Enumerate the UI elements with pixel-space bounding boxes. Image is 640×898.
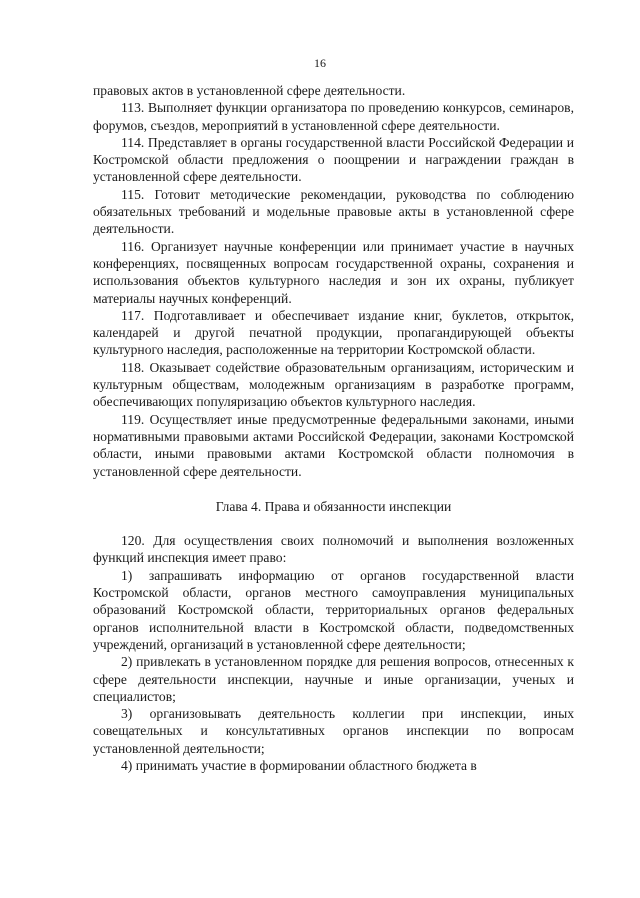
- paragraph-continuation: правовых актов в установленной сфере деятельности.: [93, 83, 406, 98]
- page-number: 16: [314, 56, 326, 70]
- paragraph-114: 114. Представляет в органы государственной власти Российской Федерации и Костромской области предложения о поощрении и награждении граждан в установленной сфере деятельности.: [93, 134, 574, 185]
- list-item-4: 4) принимать участие в формировании областного бюджета в: [121, 757, 477, 773]
- paragraph-117: 117. Подготавливает и обеспечивает издание книг, буклетов, открыток, календарей и другой печатной продукции, пропагандирующей объекты культурного наследия, расположенные на территории Костромской области.: [93, 307, 574, 358]
- paragraph-115: 115. Готовит методические рекомендации, руководства по соблюдению обязательных требований и модельные правовые акты в установленной сфере деятельности.: [93, 186, 574, 237]
- list-item-1: 1) запрашивать информацию от органов государственной власти Костромской области, органов местного самоуправления муниципальных образований Костромской области, территориальных органов федеральных органов исполнительной власти в Костромской области, подведомственных учреждений, организаций в установленной сфере деятельности;: [93, 567, 574, 652]
- list-item-2: 2) привлекать в установленном порядке для решения вопросов, отнесенных к сфере деятельности инспекции, научные и иные организации, ученых и специалистов;: [93, 654, 574, 704]
- chapter-heading: Глава 4. Права и обязанности инспекции: [215, 498, 452, 514]
- paragraph-120: 120. Для осуществления своих полномочий и выполнения возложенных функций инспекция имеет право:: [93, 533, 574, 566]
- document-body: [93, 82, 574, 774]
- paragraph-116: 116. Организует научные конференции или принимает участие в научных конференциях, посвященных вопросам государственной охраны, сохранения и использования объектов культурного наследия и зон их охраны, публикует материалы научных конференций.: [93, 238, 574, 306]
- paragraph-119: 119. Осуществляет иные предусмотренные федеральными законами, иными нормативными правовыми актами Российской Федерации, законами Костромской области, иными правовыми актами Костромской области полномочия в установленной сфере деятельности.: [93, 411, 574, 479]
- list-item-3: 3) организовывать деятельность коллегии при инспекции, иных совещательных и консультативных органов инспекции по вопросам установленной деятельности;: [93, 706, 574, 756]
- paragraph-118: 118. Оказывает содействие образовательным организациям, историческим и культурным обществам, молодежным организациям в разработке программ, обеспечивающих популяризацию объектов культурного наследия.: [93, 359, 574, 410]
- paragraph-113: 113. Выполняет функции организатора по проведению конкурсов, семинаров, форумов, съездов, мероприятий в установленной сфере деятельности.: [93, 100, 574, 133]
